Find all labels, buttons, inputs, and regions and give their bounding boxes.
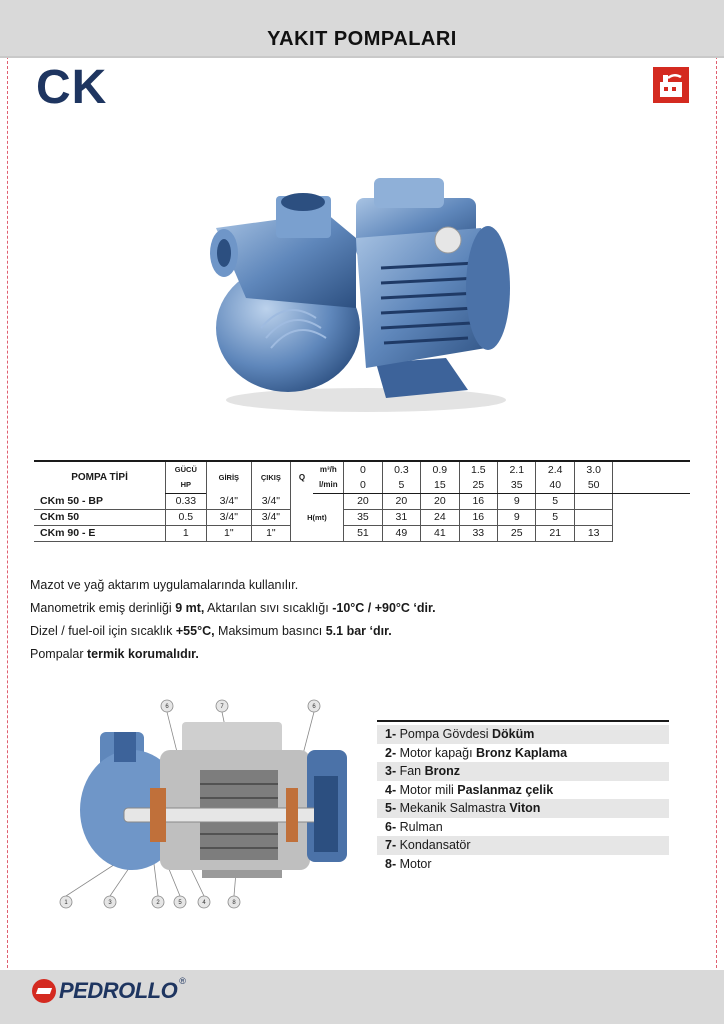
head-value: 35 [344,509,382,525]
giris-value: 1" [206,525,252,541]
registered-mark: ® [179,976,186,986]
cikis-value: 1" [252,525,290,541]
model-name: CKm 50 [34,509,166,525]
brand-mark-icon [32,979,56,1003]
head-value [574,509,612,525]
cutaway-diagram [52,692,362,918]
factory-icon [653,67,689,103]
header-cikis: ÇIKIŞ [252,461,290,493]
q-lmin-cell: 25 [459,477,497,493]
head-value: 9 [498,493,536,509]
brand-logo [32,976,186,1006]
page-title: YAKIT POMPALARI [267,28,457,50]
legend-item: 7- Kondansatör [377,836,669,855]
legend-item: 3- Fan Bronz [377,762,669,781]
giris-value: 3/4" [206,493,252,509]
head-value: 51 [344,525,382,541]
description-line-4: Pompalar termik korumalıdır. [30,647,199,661]
head-value: 20 [344,493,382,509]
parts-legend [377,720,669,873]
q-lmin-cell: 5 [382,477,420,493]
header-hmt: H(mt) [290,493,344,541]
model-title: CK [36,61,108,114]
header-m3h: m³/h [313,461,343,477]
head-value [574,493,612,509]
head-value: 16 [459,493,497,509]
legend-item: 4- Motor mili Paslanmaz çelik [385,782,554,797]
callout-8: 8 [232,900,236,906]
head-value: 20 [382,493,420,509]
description-line-2: Manometrik emiş derinliği 9 mt, Aktarılan sıvı sıcaklığı -10°C / +90°C ‘dir. [30,601,436,615]
q-m3h-cell: 0.3 [382,461,420,477]
q-m3h-cell: 0.9 [421,461,459,477]
legend-item: 6- Rulman [385,819,443,834]
callout-3: 3 [108,900,112,906]
head-value: 5 [536,509,574,525]
q-m3h-cell: 1.5 [459,461,497,477]
head-value: 33 [459,525,497,541]
hp-value: 0.5 [166,509,206,525]
legend-rule [377,720,669,722]
q-lmin-cell: 35 [498,477,536,493]
description-line-3: Dizel / fuel-oil için sıcaklık +55°C, Maksimum basıncı 5.1 bar ‘dır. [30,624,392,638]
q-m3h-cell: 2.1 [498,461,536,477]
callout-4: 4 [202,900,206,906]
brand-name: PEDROLLO [59,978,178,1003]
header-gucu: GÜCÜ [166,461,206,477]
q-m3h-cell: 0 [344,461,382,477]
q-m3h-cell: 2.4 [536,461,574,477]
giris-value: 3/4" [206,509,252,525]
head-value: 24 [421,509,459,525]
spec-table [34,460,690,542]
hp-value: 0.33 [166,493,206,509]
header-pompa-tipi: POMPA TİPİ [34,461,166,493]
callout-7: 7 [220,704,224,710]
header-band [0,0,724,58]
head-value: 9 [498,509,536,525]
right-cut-line [716,56,717,968]
header-lmin: l/min [313,477,343,493]
callout-6-top: 6 [165,704,169,710]
head-value: 41 [421,525,459,541]
model-name: CKm 50 - BP [34,493,166,509]
q-lmin-cell: 50 [574,477,612,493]
head-value: 21 [536,525,574,541]
pump-photo [206,168,516,418]
head-value: 16 [459,509,497,525]
legend-item: 2- Motor kapağı Bronz Kaplama [385,745,568,760]
legend-item: 5- Mekanik Salmastra Viton [377,799,669,818]
description-line-1: Mazot ve yağ aktarım uygulamalarında kullanılır. [30,578,299,592]
head-value: 31 [382,509,420,525]
header-giris: GİRİŞ [206,461,252,493]
header-q: Q [290,461,313,493]
q-lmin-cell: 15 [421,477,459,493]
callout-5: 5 [178,900,182,906]
cikis-value: 3/4" [252,493,290,509]
callout-1: 1 [64,900,68,906]
head-value: 49 [382,525,420,541]
legend-item: 8- Motor [385,856,432,871]
callout-2: 2 [156,900,160,906]
left-cut-line [7,56,8,968]
cikis-value: 3/4" [252,509,290,525]
head-value: 25 [498,525,536,541]
description [30,574,690,666]
model-name: CKm 90 - E [34,525,166,541]
head-value: 5 [536,493,574,509]
head-value: 20 [421,493,459,509]
q-m3h-cell: 3.0 [574,461,612,477]
hp-value: 1 [166,525,206,541]
callout-6-right: 6 [312,704,316,710]
header-hp: HP [166,477,206,493]
head-value: 13 [574,525,612,541]
q-lmin-cell: 40 [536,477,574,493]
q-lmin-cell: 0 [344,477,382,493]
legend-item: 1- Pompa Gövdesi Döküm [377,725,669,744]
